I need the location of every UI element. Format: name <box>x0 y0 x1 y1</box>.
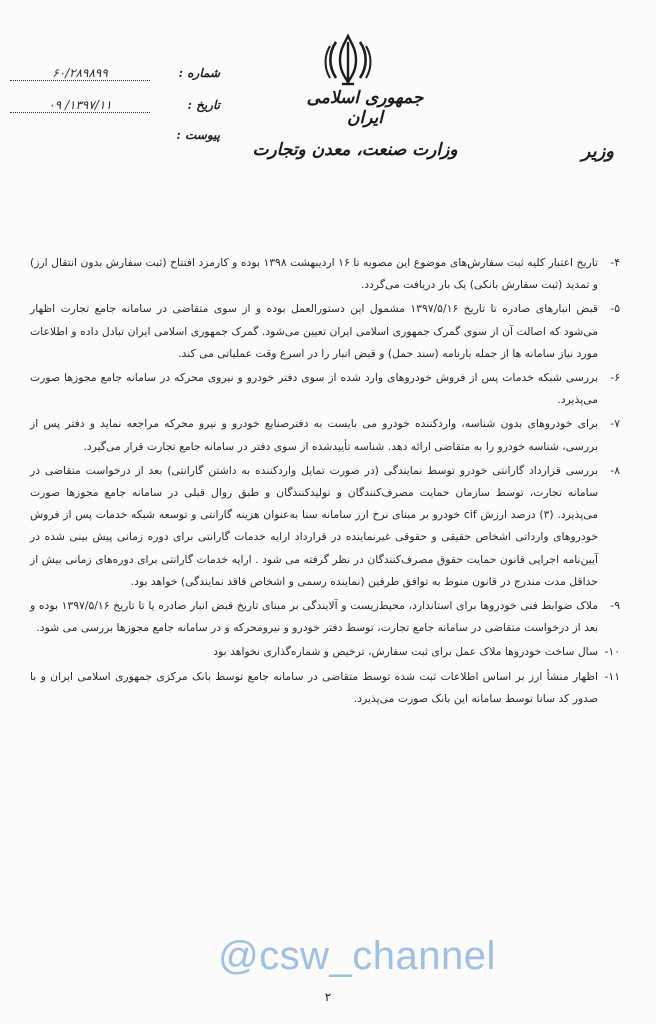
clause-text: قبض انبارهای صادره تا تاریخ ۱۳۹۷/۵/۱۶ مشمول این دستورالعمل بوده و از سوی متقاضی در سامانه جامع تجارت اظهار می‌شود که اصالت آن از سوی گمرک جمهوری اسلامی ایران تعیین می‌شود. گمرک جمهوری اسلامی ایران تبادل داده و اطلاعات مورد نیاز سامانه ها از جمله بارنامه (سند حمل) و قبض انبار را در اسرع وقت عملیاتی می کند. <box>30 302 599 360</box>
clause-item <box>30 460 620 593</box>
clause-text: تاریخ اعتبار کلیه ثبت سفارش‌های موضوع این مصوبه تا ۱۶ اردیبهشت ۱۳۹۸ بوده و کارمزد افتتاح (ثبت سفارش بدون انتقال ارز) و تمدید (ثبت سفارش بانکی) یک بار دریافت می‌گردد. <box>30 256 598 292</box>
clause-item <box>30 595 620 639</box>
attachment-label: پیوست : <box>176 128 220 142</box>
clause-text: ملاک ضوابط فنی خودروها برای استاندارد، محیط‌زیست و آلایندگی بر مبنای تاریخ قبض انبار صادره یا تا تاریخ ۱۳۹۷/۵/۱۶ بوده و بعد از درخواست متقاضی در سامانه جامع تجارت، توسط دفتر خودرو و نیرومحرکه و در سامانه جامع مجوزها بررسی می شود. <box>30 599 598 635</box>
ministry-title: وزارت صنعت، معدن وتجارت <box>252 140 458 160</box>
clause-item <box>30 298 620 365</box>
clause-item <box>30 367 620 411</box>
minister-title: وزیر <box>581 141 614 162</box>
letter-body <box>30 252 620 710</box>
clause-item <box>30 666 620 710</box>
number-label: شماره : <box>178 66 220 80</box>
iran-emblem-icon <box>320 32 376 86</box>
clause-number: ۵- <box>610 302 620 316</box>
clause-item <box>30 252 620 296</box>
clause-number: ۷- <box>610 417 620 431</box>
clause-item <box>30 641 620 663</box>
clause-text: برای خودروهای بدون شناسه، واردکننده خودرو می بایست به دفترصنایع خودرو و نیرو محرکه مراجعه نماید و دفتر پس از بررسی، شناسه خودرو را به متقاضی ارائه دهد. شناسه تأییدشده از سوی دفتر در سامانه جامع تجارت قرار می‌گیرد. <box>30 417 598 453</box>
clause-text: سال ساخت خودروها ملاک عمل برای ثبت سفارش، ترخیص و شماره‌گذاری نخواهد بود <box>213 645 598 659</box>
date-label: تاریخ : <box>187 98 220 112</box>
clause-text: اظهار منشأ ارز بر اساس اطلاعات ثبت شده توسط متقاضی در سامانه جامع توسط بانک مرکزی جمهوری اسلامی ایران و با صدور کد سانا توسط سامانه این بانک صورت می‌پذیرد. <box>30 669 598 705</box>
letter-date-row <box>10 98 220 120</box>
government-title: جمهوری اسلامی ایران <box>306 88 424 128</box>
number-value: ۶۰/۲۸۹۸۹۹ <box>10 66 150 81</box>
clause-text: بررسی قرارداد گارانتی خودرو توسط نمایندگی (در صورت تمایل واردکننده به داشتن گارانتی) بعد از درخواست متقاضی در سامانه تجارت، توسط سازمان حمایت مصرف‌کنندگان و تولیدکنندگان و طبق روال قبلی در سامانه جامع مجوزها صورت می‌پذیرد. (۳) درصد ارزش cif خودرو بر مبنای نرخ ارز سامانه سنا به‌عنوان هزینه گارانتی و توسعه شبکه خدمات پس از فروش خودروهای وارداتی اشخاص حقیقی و حقوقی غیرنماینده در قرارداد ارایه خدمات گارانتی برای دوره زمانی پیش بینی شده در آیین‌نامه اجرایی قانون حمایت حقوق مصرف‌کنندگان در نظر گرفته می شود . ارایه خدمات گارانتی برای دوره‌های زمانی بیش از حداقل مدت مندرج در قانون منوط به توافق طرفین (نماینده رسمی و اشخاص فاقد نمایندگی) خواهد بود. <box>30 463 598 588</box>
clause-number: ۱۰- <box>604 645 620 659</box>
clause-number: ۱۱- <box>604 669 620 683</box>
clause-number: ۸- <box>610 463 620 477</box>
channel-watermark: @csw_channel <box>218 934 496 978</box>
letter-number-row <box>10 66 220 88</box>
date-value: ۱۳۹۷/۱۱/ ۰۹ <box>10 98 150 113</box>
clause-number: ۶- <box>610 371 620 385</box>
clause-item <box>30 413 620 457</box>
clause-text: بررسی شبکه خدمات پس از فروش خودروهای وارد شده از سوی دفتر خودرو و نیروی محرکه در سامانه جامع مجوزها صورت می‌پذیرد. <box>30 371 598 407</box>
clause-number: ۹- <box>610 599 620 613</box>
clause-number: ۴- <box>610 256 620 269</box>
page-number: ۲ <box>324 990 332 1004</box>
letter-attachment-row <box>10 128 220 150</box>
